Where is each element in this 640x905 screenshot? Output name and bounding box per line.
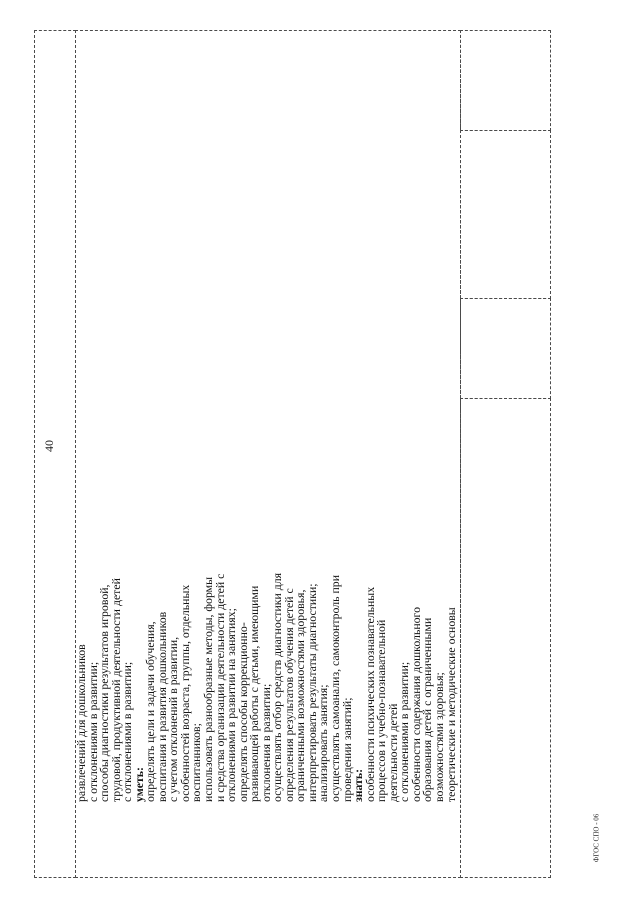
text-line: осуществлять отбор средств диагностики для (270, 572, 285, 802)
text-line: особенности психических познавательных (362, 586, 377, 802)
text-line: особенности содержания дошкольного (408, 607, 423, 802)
text-line: отклонения в развитии; (258, 683, 273, 802)
requirements-text-block (76, 30, 460, 805)
text-line: определять способы коррекционно- (235, 622, 250, 802)
text-line: процессов и учебно-познавательной (374, 619, 389, 802)
text-line: отклонениями в развитии на занятиях; (224, 608, 239, 802)
table-cell-empty-2 (460, 130, 551, 299)
text-line: трудовой, продуктивной деятельности детей (108, 578, 123, 802)
table-cell-empty-1 (460, 30, 551, 131)
table-cell-index-column (34, 30, 76, 878)
text-line: развлечений для дошкольников (74, 644, 88, 802)
text-line: образования детей с ограниченными (420, 617, 435, 802)
text-line: с отклонениями в развитии; (397, 661, 412, 802)
text-line: с учетом отклонений в развитии, (166, 636, 181, 802)
table-cell-empty-3 (460, 298, 551, 399)
text-line: проведении занятий; (339, 697, 354, 802)
text-line: деятельности детей (385, 703, 400, 802)
text-line: осуществлять самоанализ, самоконтроль при (328, 574, 343, 802)
section-heading-skills: уметь: (131, 767, 146, 802)
text-line: анализировать занятия; (316, 684, 331, 802)
text-line: интерпретировать результаты диагностики; (304, 583, 319, 802)
text-line: развивающей работы с детьми, имеющими (247, 585, 262, 802)
text-line: с отклонениями в развитии; (85, 661, 100, 802)
text-line: теоретические и методические основы (443, 607, 458, 802)
text-line: с отклонениями в развитии; (120, 661, 135, 802)
text-line: воспитанников; (189, 723, 204, 802)
text-line: определения результатов обучения детей с (281, 588, 296, 802)
text-line: определять цели и задачи обучения, (143, 621, 158, 802)
page-number: 40 (42, 440, 56, 452)
table-cell-empty-4 (460, 398, 551, 878)
section-heading-knowledge: знать: (351, 768, 366, 802)
footer-document-code: ФГОС СПО - 06 (592, 813, 601, 863)
text-line: ограниченными возможностями здоровья, (293, 589, 308, 802)
text-line: воспитания и развития дошкольников (154, 611, 169, 802)
text-line: и средства организации деятельности детей с (212, 573, 227, 802)
text-line: возможностями здоровья; (431, 672, 446, 802)
text-line: особенностей возраста, группы, отдельных (177, 584, 192, 802)
text-line: способы диагностики результатов игровой, (97, 584, 112, 802)
text-line: использовать разнообразные методы, формы (201, 576, 216, 802)
